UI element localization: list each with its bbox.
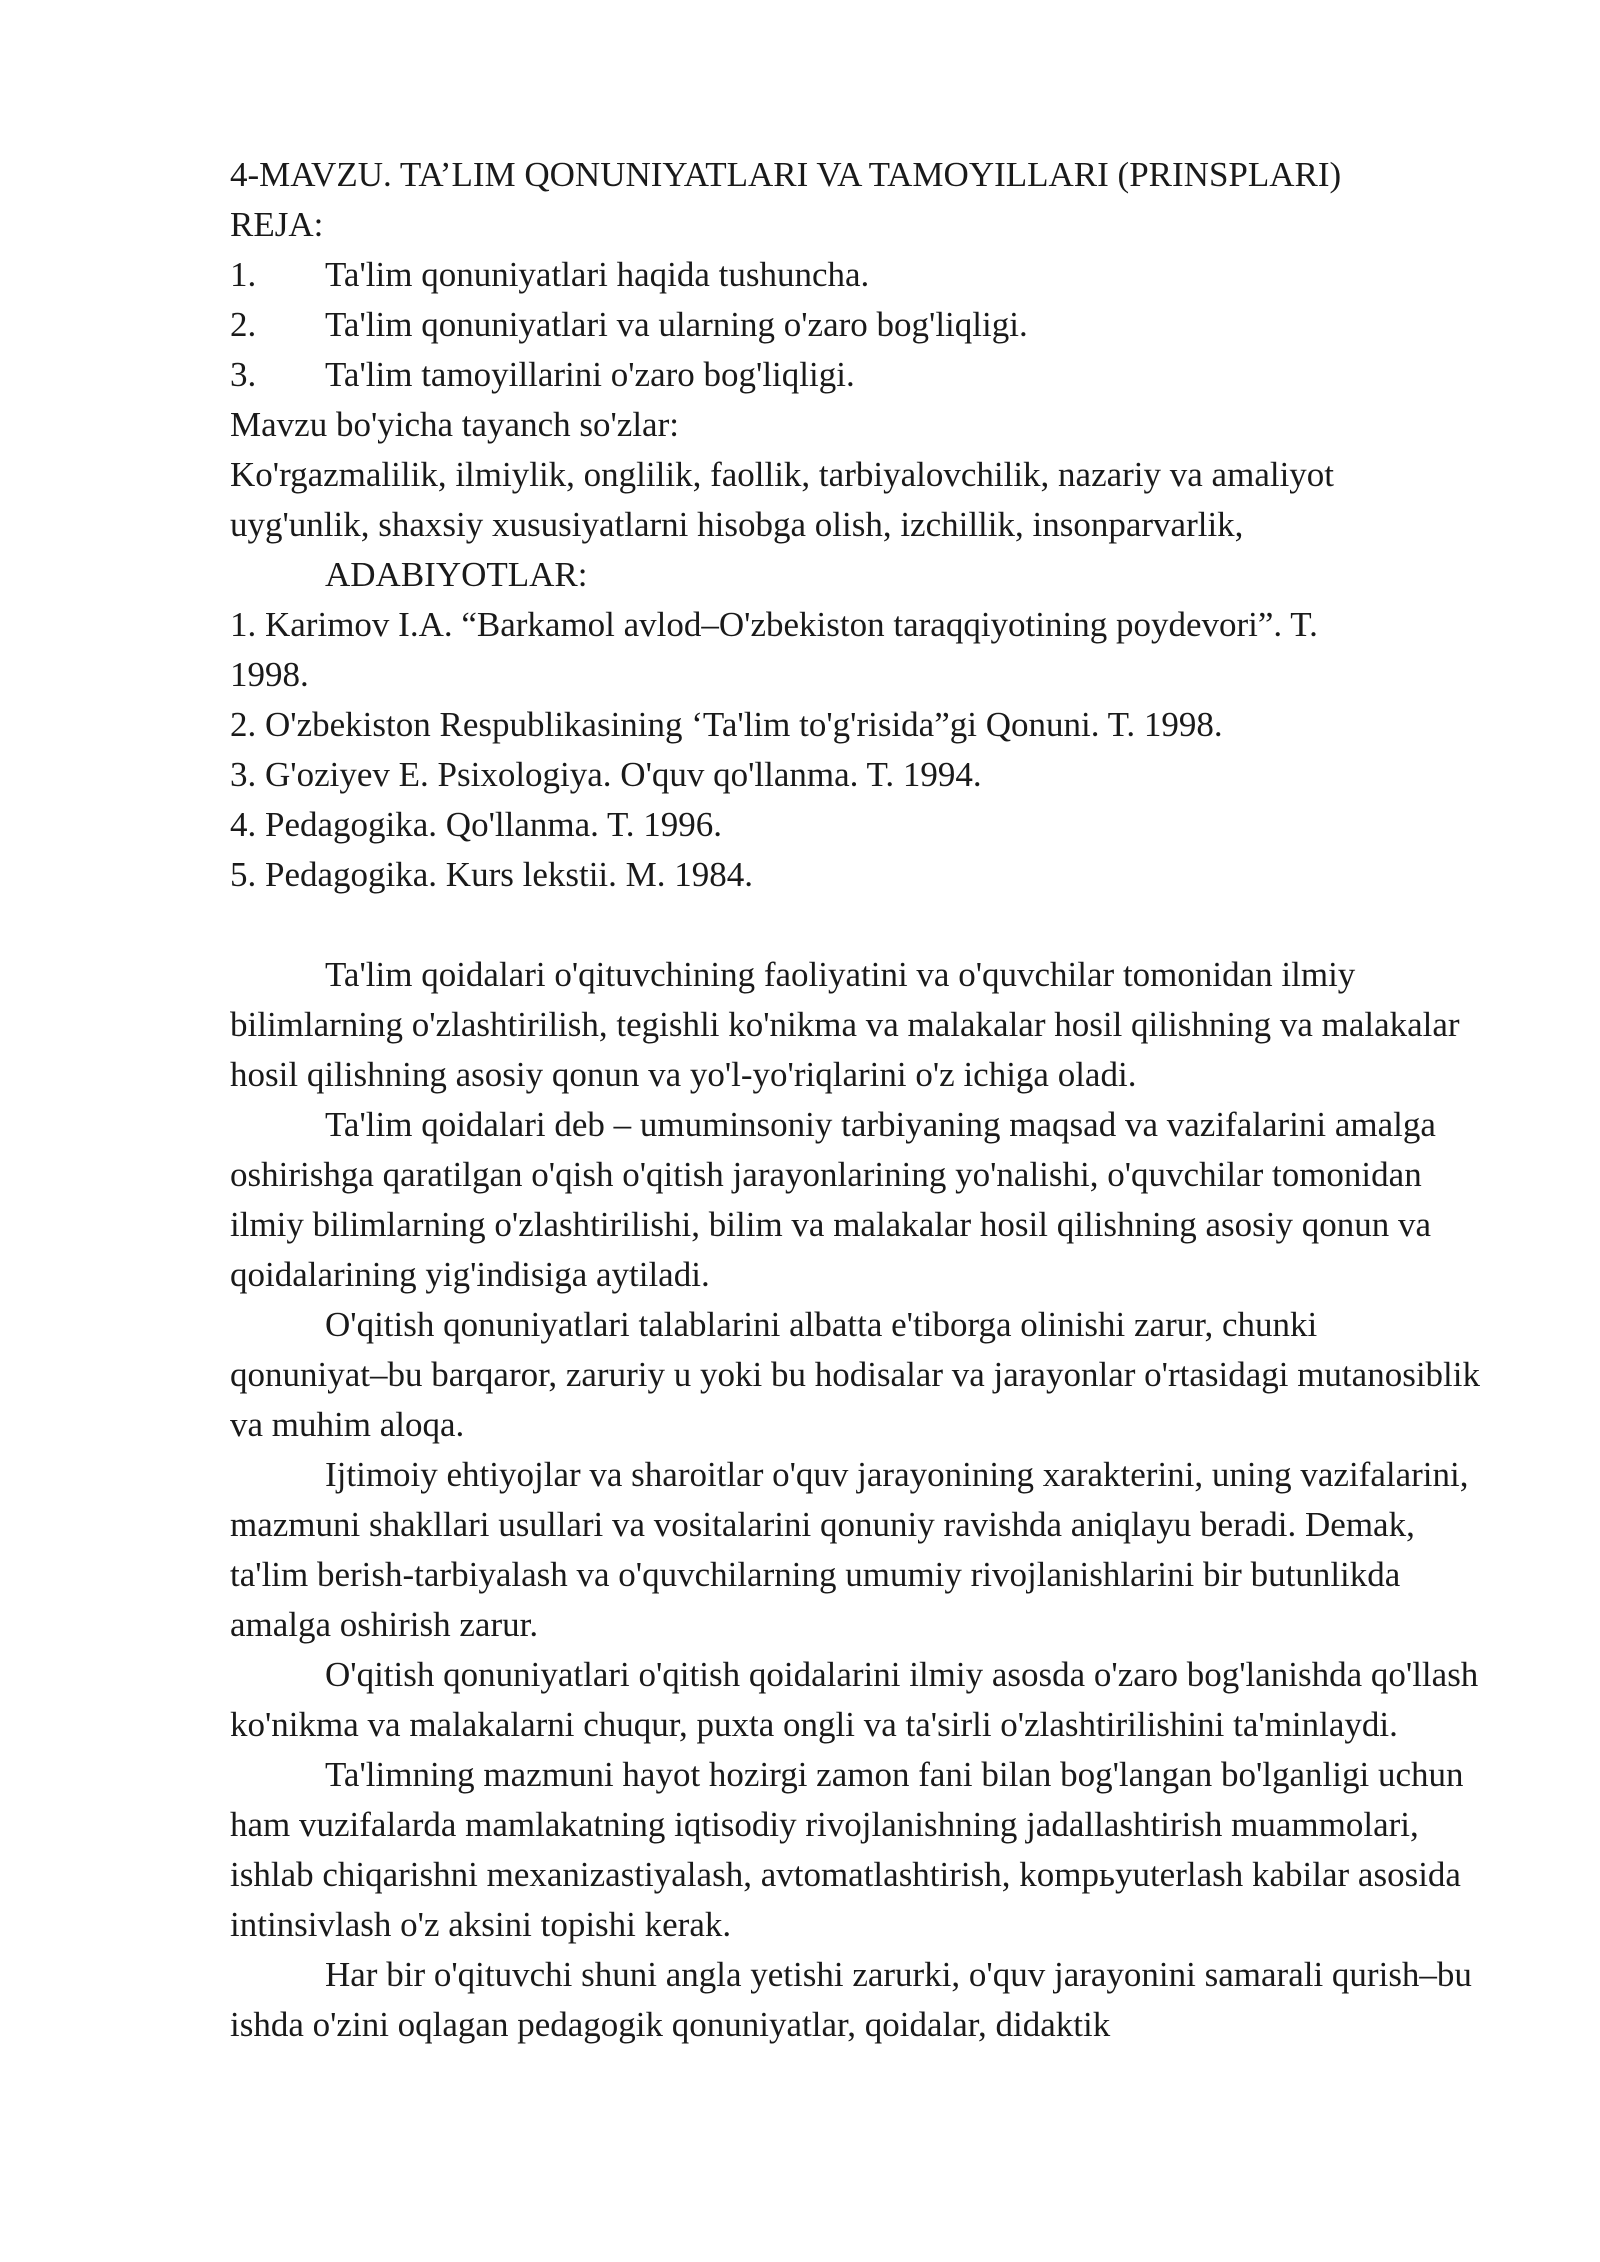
body-paragraph: Ta'lim qoidalari o'qituvchining faoliyatini va o'quvchilar tomonidan ilmiy bilimlarning o'zlashtirilish, tegishli ko'nikma va malakalar hosil qilishning va malakalar hosil qilishning asosiy qonun va yo'l-yo'riqlarini o'z ichiga oladi. xyxy=(230,955,1460,1094)
plan-item-text: Ta'lim tamoyillarini o'zaro bog'liqligi. xyxy=(325,355,855,394)
plan-item-text: Ta'lim qonuniyatlari va ularning o'zaro bog'liqligi. xyxy=(325,305,1028,344)
section-spacer xyxy=(230,900,1480,950)
plan-item xyxy=(230,300,1480,350)
document-page xyxy=(230,150,1480,2050)
reference-line: 3. G'oziyev E. Psixologiya. O'quv qo'llanma. T. 1994. xyxy=(230,755,982,794)
body-paragraph: Ta'limning mazmuni hayot hozirgi zamon fani bilan bog'langan bo'lganligi uchun ham vuzifalarda mamlakatning iqtisodiy rivojlanishning jadallashtirish muammolari, ishlab chiqarishni mexanizastiyalash, avtomatlashtirish, kompьyuterlash kabilar asosida intinsivlash o'z aksini topishi kerak. xyxy=(230,1755,1464,1944)
plan-item xyxy=(230,250,1480,300)
plan-list xyxy=(230,250,1480,400)
plan-item-number: 2. xyxy=(230,305,257,344)
plan-item-text: Ta'lim qonuniyatlari haqida tushuncha. xyxy=(325,255,870,294)
plan-item-number: 1. xyxy=(230,255,257,294)
reference-line: 1998. xyxy=(230,655,309,694)
document-title: 4-MAVZU. TA’LIM QONUNIYATLARI VA TAMOYILLARI (PRINSPLARI) xyxy=(230,155,1342,194)
reference-line: 4. Pedagogika. Qo'llanma. T. 1996. xyxy=(230,805,723,844)
reference-line: 5. Pedagogika. Kurs lekstii. M. 1984. xyxy=(230,855,754,894)
references-heading: ADABIYOTLAR: xyxy=(325,555,588,594)
reference-line: 1. Karimov I.A. “Barkamol avlod–O'zbekiston taraqqiyotining poydevori”. T. xyxy=(230,605,1318,644)
body-paragraph: Ijtimoiy ehtiyojlar va sharoitlar o'quv jarayonining xarakterini, uning vazifalarini, mazmuni shakllari usullari va vositalarini qonuniy ravishda aniqlayu beradi. Demak, ta'lim berish-tarbiyalash va o'quvchilarning umumiy rivojlanishlarini bir butunlikda amalga oshirish zarur. xyxy=(230,1455,1469,1644)
body-paragraph: Har bir o'qituvchi shuni angla yetishi zarurki, o'quv jarayonini samarali qurish–bu ishda o'zini oqlagan pedagogik qonuniyatlar, qoidalar, didaktik xyxy=(230,1955,1472,2044)
reference-line: 2. O'zbekiston Respublikasining ‘Ta'lim to'g'risida”gi Qonuni. T. 1998. xyxy=(230,705,1223,744)
keywords-line: Ko'rgazmalilik, ilmiylik, onglilik, faollik, tarbiyalovchilik, nazariy va amaliyot xyxy=(230,455,1335,494)
keywords-line: uyg'unlik, shaxsiy xususiyatlarni hisobga olish, izchillik, insonparvarlik, xyxy=(230,505,1244,544)
references-list xyxy=(230,600,1480,900)
plan-heading: REJA: xyxy=(230,205,324,244)
body-paragraph: O'qitish qonuniyatlari talablarini albatta e'tiborga olinishi zarur, chunki qonuniyat–bu barqaror, zaruriy u yoki bu hodisalar va jarayonlar o'rtasidagi mutanosiblik va muhim aloqa. xyxy=(230,1305,1480,1444)
body-text xyxy=(230,950,1480,2050)
keywords-heading: Mavzu bo'yicha tayanch so'zlar: xyxy=(230,405,679,444)
plan-item xyxy=(230,350,1480,400)
body-paragraph: O'qitish qonuniyatlari o'qitish qoidalarini ilmiy asosda o'zaro bog'lanishda qo'llash ko'nikma va malakalarni chuqur, puxta ongli va ta'sirli o'zlashtirilishini ta'minlaydi. xyxy=(230,1655,1479,1744)
plan-item-number: 3. xyxy=(230,355,257,394)
body-paragraph: Ta'lim qoidalari deb – umuminsoniy tarbiyaning maqsad va vazifalarini amalga oshirishga qaratilgan o'qish o'qitish jarayonlarining yo'nalishi, o'quvchilar tomonidan ilmiy bilimlarning o'zlashtirilishi, bilim va malakalar hosil qilishning asosiy qonun va qoidalarining yig'indisiga aytiladi. xyxy=(230,1105,1436,1294)
